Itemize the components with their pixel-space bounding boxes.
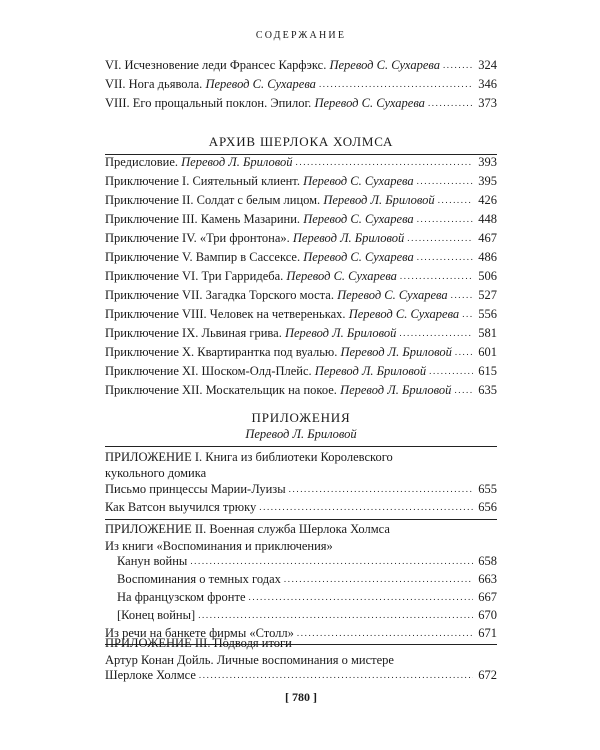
entry-translator: Перевод Л. Бриловой: [181, 155, 293, 169]
appendix-1-heading-cont: кукольного домика: [105, 466, 207, 480]
leader-dots: [428, 99, 473, 108]
leader-dots: [199, 671, 473, 680]
entry-translator: Перевод С. Сухарева: [348, 307, 460, 321]
toc-entry: [105, 209, 497, 227]
entry-page: 663: [478, 572, 497, 586]
section-divider: [105, 519, 497, 520]
entry-title: Приключение V. Вампир в Сассексе.: [105, 250, 301, 264]
appendix-3-heading: ПРИЛОЖЕНИЕ III. Подводя итоги: [105, 636, 292, 650]
entry-translator: Перевод С. Сухарева: [286, 269, 397, 283]
toc-entry: [105, 190, 497, 208]
entry-translator: Перевод С. Сухарева: [303, 212, 414, 226]
entry-title: VI. Исчезновение леди Франсес Карфэкс.: [105, 58, 327, 72]
entry-translator: Перевод С. Сухарева: [314, 96, 425, 110]
toc-entry: [105, 171, 497, 189]
entry-title: Приключение VI. Три Гарридеба.: [105, 269, 284, 283]
section-divider: [105, 446, 497, 447]
entry-title: Приключение VIII. Человек на четвереньках.: [105, 307, 346, 321]
entry-title: На французском фронте: [117, 590, 246, 604]
entry-title: VIII. Его прощальный поклон. Эпилог.: [105, 96, 312, 110]
entry-page: 581: [478, 326, 497, 340]
entry-translator: Перевод Л. Бриловой: [340, 345, 452, 359]
leader-dots: [438, 196, 473, 205]
leader-dots: [407, 234, 473, 243]
leader-dots: [399, 329, 473, 338]
entry-title: Приключение III. Камень Мазарини.: [105, 212, 301, 226]
entry-page: 393: [478, 155, 497, 169]
leader-dots: [451, 291, 473, 300]
entry-translator: Перевод С. Сухарева: [303, 250, 414, 264]
toc-entry: [105, 304, 497, 322]
entry-page: 395: [478, 174, 497, 188]
entry-title: VII. Нога дьявола.: [105, 77, 203, 91]
entry-page: 426: [478, 193, 497, 207]
appendix-3-entry: Артур Конан Дойль. Личные воспоминания о мистере: [105, 653, 394, 667]
entry-page: 667: [478, 590, 497, 604]
entry-page: 670: [478, 608, 497, 622]
toc-entry: [105, 380, 497, 398]
entry-translator: Перевод С. Сухарева: [329, 58, 440, 72]
leader-dots: [284, 575, 473, 584]
toc-subentry: [105, 587, 497, 605]
leader-dots: [417, 253, 473, 262]
entry-translator: Перевод Л. Бриловой: [323, 193, 435, 207]
leader-dots: [296, 158, 473, 167]
entry-title: Приключение X. Квартирантка под вуалью.: [105, 345, 338, 359]
toc-subentry: [105, 605, 497, 623]
entry-page: 615: [478, 364, 497, 378]
entry-translator: Перевод Л. Бриловой: [314, 364, 427, 378]
entry-page: 672: [478, 668, 497, 682]
entry-page: 671: [478, 626, 497, 640]
appendix-2-intro: Из книги «Воспоминания и приключения»: [105, 539, 333, 553]
entry-title: Из речи на банкете фирмы «Столл»: [105, 626, 294, 640]
toc-entry: [105, 323, 497, 341]
page-number: [ 780 ]: [285, 690, 317, 704]
entry-title: Приключение XII. Москательщик на покое.: [105, 383, 337, 397]
toc-page: [105, 0, 497, 750]
entry-translator: Перевод Л. Бриловой: [284, 326, 397, 340]
entry-translator: Перевод С. Сухарева: [303, 174, 414, 188]
toc-entry: [105, 55, 497, 73]
toc-subentry: [105, 569, 497, 587]
entry-title: Приключение XI. Шоском-Олд-Плейс.: [105, 364, 312, 378]
leader-dots: [417, 215, 473, 224]
entry-page: 635: [478, 383, 497, 397]
entry-page: 467: [478, 231, 497, 245]
entry-translator: Перевод С. Сухарева: [337, 288, 448, 302]
toc-entry: [105, 497, 497, 515]
toc-entry: [105, 285, 497, 303]
entry-title: Приключение I. Сиятельный клиент.: [105, 174, 300, 188]
archive-heading: АРХИВ ШЕРЛОКА ХОЛМСА: [208, 134, 394, 149]
entry-page: 655: [478, 482, 497, 496]
entry-page: 656: [478, 500, 497, 514]
leader-dots: [443, 61, 473, 70]
entry-page: 556: [478, 307, 497, 321]
entry-title: Приключение IX. Львиная грива.: [105, 326, 282, 340]
appendix-2-heading: ПРИЛОЖЕНИЕ II. Военная служба Шерлока Холмса: [105, 522, 390, 536]
leader-dots: [289, 485, 473, 494]
leader-dots: [429, 367, 473, 376]
toc-entry: [105, 665, 497, 683]
toc-entry: [105, 266, 497, 284]
entry-page: 346: [478, 77, 497, 91]
entry-title: Письмо принцессы Марии-Луизы: [105, 482, 286, 496]
entry-title: Приключение II. Солдат с белым лицом.: [105, 193, 321, 207]
entry-translator: Перевод С. Сухарева: [205, 77, 316, 91]
entry-page: 324: [478, 58, 497, 72]
toc-subentry: [105, 551, 497, 569]
toc-entry: [105, 342, 497, 360]
leader-dots: [249, 593, 474, 602]
entry-title: Приключение IV. «Три фронтона».: [105, 231, 290, 245]
toc-entry: [105, 228, 497, 246]
entry-title: [Конец войны]: [117, 608, 196, 622]
leader-dots: [198, 611, 473, 620]
entry-translator: Перевод Л. Бриловой: [340, 383, 452, 397]
entry-title: Шерлоке Холмсе: [105, 668, 196, 682]
entry-page: 658: [478, 554, 497, 568]
running-head: СОДЕРЖАНИЕ: [255, 30, 347, 41]
leader-dots: [417, 177, 473, 186]
toc-entry: [105, 479, 497, 497]
entry-title: Воспоминания о темных годах: [117, 572, 281, 586]
appendices-heading: ПРИЛОЖЕНИЯ: [251, 410, 351, 425]
toc-entry: [105, 247, 497, 265]
leader-dots: [259, 503, 473, 512]
entry-page: 373: [478, 96, 497, 110]
entry-page: 601: [478, 345, 497, 359]
leader-dots: [319, 80, 473, 89]
entry-page: 506: [478, 269, 497, 283]
appendices-translator: Перевод Л. Бриловой: [245, 427, 357, 441]
toc-entry: [105, 361, 497, 379]
leader-dots: [190, 557, 473, 566]
leader-dots: [455, 348, 473, 357]
entry-translator: Перевод Л. Бриловой: [292, 231, 405, 245]
entry-page: 527: [478, 288, 497, 302]
leader-dots: [462, 310, 473, 319]
entry-page: 486: [478, 250, 497, 264]
toc-entry: [105, 74, 497, 92]
toc-entry: [105, 93, 497, 111]
entry-title: Предисловие.: [105, 155, 179, 169]
toc-entry: [105, 152, 497, 170]
leader-dots: [400, 272, 473, 281]
entry-title: Канун войны: [117, 554, 188, 568]
leader-dots: [454, 386, 473, 395]
entry-page: 448: [478, 212, 497, 226]
appendix-1-heading: ПРИЛОЖЕНИЕ I. Книга из библиотеки Королевского: [105, 450, 393, 464]
entry-title: Как Ватсон выучился трюку: [105, 500, 257, 514]
entry-title: Приключение VII. Загадка Торского моста.: [105, 288, 334, 302]
